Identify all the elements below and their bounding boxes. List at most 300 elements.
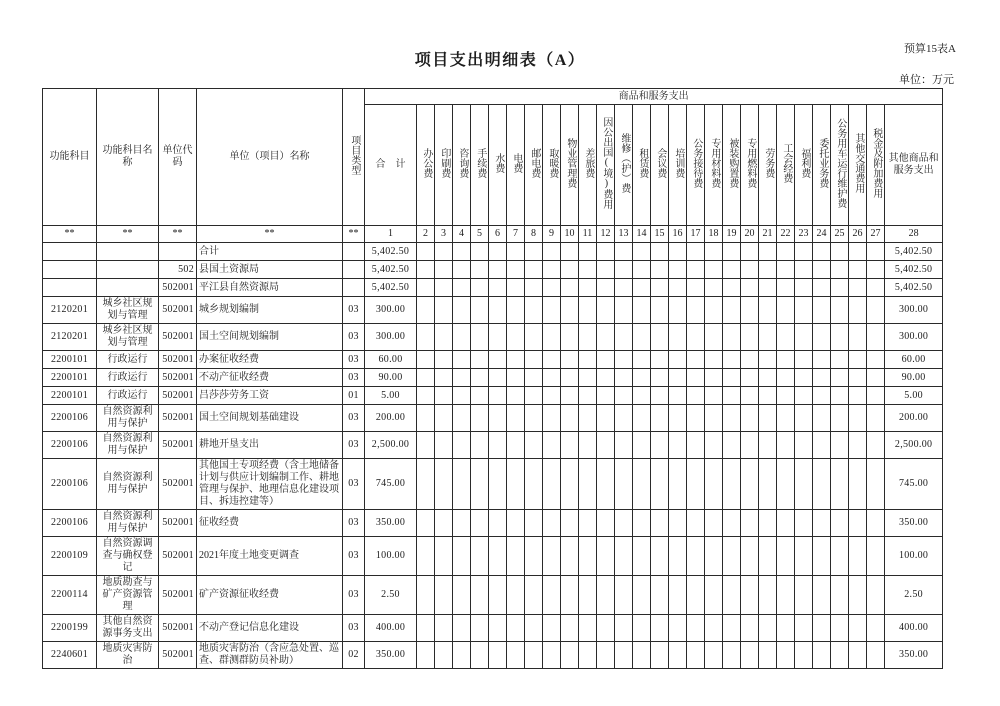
expense-cell: [741, 243, 759, 261]
code-row-cell: 1: [365, 226, 417, 243]
expense-cell: [687, 537, 705, 576]
total-cell: 350.00: [365, 510, 417, 537]
expense-cell: [615, 405, 633, 432]
expense-cell: [669, 432, 687, 459]
expense-col-header-label: 专用材料费: [708, 138, 720, 188]
project-type-cell: 03: [343, 576, 365, 615]
header-row-group: [43, 89, 943, 105]
project-type-cell: 03: [343, 324, 365, 351]
expense-cell: [795, 279, 813, 297]
expense-cell: [597, 576, 615, 615]
expense-col-header-label: 被装购置费: [726, 138, 738, 188]
func-code-cell: 2200106: [43, 459, 97, 510]
expense-col-header-label: 税金及附加费用: [870, 128, 882, 198]
code-row-cell: **: [43, 226, 97, 243]
expense-cell: [831, 297, 849, 324]
expense-cell: [453, 279, 471, 297]
expense-cell: [435, 297, 453, 324]
expense-cell: [633, 243, 651, 261]
code-row-cell: 22: [777, 226, 795, 243]
other-cell: 400.00: [885, 615, 943, 642]
expense-cell: [489, 261, 507, 279]
expense-cell: [651, 576, 669, 615]
expense-cell: [831, 576, 849, 615]
expense-cell: [687, 459, 705, 510]
expense-cell: [633, 459, 651, 510]
expense-cell: [579, 324, 597, 351]
expense-cell: [471, 642, 489, 669]
expense-cell: [453, 576, 471, 615]
table-row: [43, 261, 943, 279]
expense-cell: [723, 351, 741, 369]
unit-code-cell: 502001: [159, 615, 197, 642]
expense-cell: [579, 369, 597, 387]
expense-cell: [615, 537, 633, 576]
expense-cell: [795, 510, 813, 537]
other-cell: 60.00: [885, 351, 943, 369]
expense-cell: [597, 279, 615, 297]
expense-cell: [741, 459, 759, 510]
expense-cell: [651, 243, 669, 261]
expense-cell: [615, 432, 633, 459]
expense-cell: [417, 324, 435, 351]
func-name-cell: [97, 279, 159, 297]
func-code-cell: 2200101: [43, 387, 97, 405]
expense-cell: [669, 369, 687, 387]
expense-col-header: [759, 105, 777, 226]
project-type-cell: 03: [343, 459, 365, 510]
unit-code-cell: 502001: [159, 459, 197, 510]
unit-code-cell: [159, 243, 197, 261]
expense-cell: [471, 537, 489, 576]
expense-cell: [813, 351, 831, 369]
expense-cell: [867, 351, 885, 369]
expense-cell: [669, 576, 687, 615]
code-row-cell: 8: [525, 226, 543, 243]
expense-cell: [705, 243, 723, 261]
expense-col-header-label: 咨询费: [456, 148, 468, 178]
unit-code-cell: 502001: [159, 369, 197, 387]
total-cell: 5,402.50: [365, 261, 417, 279]
expense-cell: [867, 369, 885, 387]
expense-cell: [813, 459, 831, 510]
expense-cell: [795, 615, 813, 642]
expense-cell: [561, 369, 579, 387]
expense-cell: [867, 615, 885, 642]
expense-cell: [561, 576, 579, 615]
expense-cell: [633, 261, 651, 279]
expense-cell: [795, 261, 813, 279]
func-code-cell: 2200106: [43, 432, 97, 459]
project-type-cell: 03: [343, 351, 365, 369]
col-header-unit-code: 单位代码: [159, 89, 197, 226]
expense-cell: [597, 405, 615, 432]
func-code-cell: [43, 261, 97, 279]
expense-cell: [633, 510, 651, 537]
expense-cell: [579, 261, 597, 279]
expense-cell: [651, 387, 669, 405]
func-name-cell: 行政运行: [97, 369, 159, 387]
expense-cell: [867, 279, 885, 297]
expense-col-header: [633, 105, 651, 226]
project-name-cell: 县国土资源局: [197, 261, 343, 279]
expense-cell: [741, 615, 759, 642]
func-name-cell: 城乡社区规划与管理: [97, 324, 159, 351]
project-type-cell: 02: [343, 642, 365, 669]
expense-cell: [759, 537, 777, 576]
col-header-total: 合 计: [365, 105, 417, 226]
expense-cell: [849, 369, 867, 387]
table-row: [43, 369, 943, 387]
expense-cell: [525, 576, 543, 615]
code-row-cell: 7: [507, 226, 525, 243]
expense-cell: [723, 405, 741, 432]
func-name-cell: [97, 243, 159, 261]
expense-cell: [849, 351, 867, 369]
expense-cell: [435, 459, 453, 510]
expense-col-header-label: 邮电费: [528, 148, 540, 178]
func-code-cell: 2120201: [43, 297, 97, 324]
expense-cell: [561, 615, 579, 642]
expense-col-header-label: 公务接待费: [690, 138, 702, 188]
expense-cell: [669, 243, 687, 261]
col-header-func-name: 功能科目名称: [97, 89, 159, 226]
form-number-label: 预算15表A: [904, 43, 956, 55]
expense-cell: [525, 369, 543, 387]
project-type-cell: 03: [343, 297, 365, 324]
expense-cell: [471, 387, 489, 405]
expense-cell: [417, 279, 435, 297]
table-row: [43, 405, 943, 432]
expense-cell: [597, 459, 615, 510]
unit-code-cell: 502001: [159, 351, 197, 369]
expense-cell: [687, 297, 705, 324]
expense-cell: [687, 243, 705, 261]
expense-col-header: [849, 105, 867, 226]
expense-cell: [543, 537, 561, 576]
unit-code-cell: 502001: [159, 576, 197, 615]
expense-cell: [759, 369, 777, 387]
expense-cell: [489, 615, 507, 642]
expense-cell: [795, 576, 813, 615]
expense-col-header-label: 取暖费: [546, 148, 558, 178]
unit-code-cell: 502001: [159, 537, 197, 576]
expense-cell: [777, 243, 795, 261]
expense-cell: [849, 261, 867, 279]
expense-cell: [489, 324, 507, 351]
project-type-cell: 03: [343, 510, 365, 537]
expense-cell: [651, 615, 669, 642]
project-type-cell: 01: [343, 387, 365, 405]
expense-cell: [525, 615, 543, 642]
expense-cell: [471, 324, 489, 351]
expense-cell: [723, 387, 741, 405]
expense-cell: [759, 459, 777, 510]
expense-cell: [723, 576, 741, 615]
expense-col-header-label: 其他交通费用: [852, 133, 864, 193]
expenditure-table: [42, 88, 943, 669]
expense-col-header-label: 水费: [492, 153, 504, 173]
total-cell: 5,402.50: [365, 279, 417, 297]
expense-cell: [579, 297, 597, 324]
expense-cell: [795, 324, 813, 351]
other-cell: 350.00: [885, 510, 943, 537]
expense-cell: [759, 387, 777, 405]
table-row: [43, 243, 943, 261]
expense-cell: [597, 537, 615, 576]
expense-cell: [687, 576, 705, 615]
expense-cell: [597, 351, 615, 369]
expense-cell: [597, 243, 615, 261]
expense-cell: [867, 537, 885, 576]
code-row-cell: 19: [723, 226, 741, 243]
expense-cell: [417, 297, 435, 324]
func-code-cell: 2240601: [43, 642, 97, 669]
code-row-cell: 20: [741, 226, 759, 243]
expense-cell: [777, 510, 795, 537]
expense-cell: [777, 261, 795, 279]
expense-cell: [417, 432, 435, 459]
expense-cell: [597, 261, 615, 279]
expense-cell: [813, 432, 831, 459]
expense-cell: [561, 351, 579, 369]
expense-cell: [867, 642, 885, 669]
unit-code-cell: 502: [159, 261, 197, 279]
expense-cell: [705, 387, 723, 405]
expense-cell: [777, 642, 795, 669]
expense-cell: [471, 405, 489, 432]
expense-col-header: [417, 105, 435, 226]
expense-cell: [723, 615, 741, 642]
expense-col-header: [525, 105, 543, 226]
col-header-other: 其他商品和服务支出: [885, 105, 943, 226]
expense-cell: [597, 324, 615, 351]
group-header-goods-services: 商品和服务支出: [365, 89, 943, 105]
expense-cell: [507, 537, 525, 576]
expense-cell: [435, 369, 453, 387]
expense-cell: [507, 432, 525, 459]
expense-cell: [867, 387, 885, 405]
table-row: [43, 510, 943, 537]
project-name-cell: 平江县自然资源局: [197, 279, 343, 297]
expense-cell: [435, 243, 453, 261]
expense-cell: [453, 351, 471, 369]
expense-cell: [507, 576, 525, 615]
expense-cell: [507, 387, 525, 405]
expense-cell: [453, 324, 471, 351]
expense-cell: [849, 537, 867, 576]
expense-cell: [633, 369, 651, 387]
expense-cell: [705, 324, 723, 351]
expense-cell: [813, 576, 831, 615]
expense-cell: [777, 615, 795, 642]
expense-cell: [453, 387, 471, 405]
expense-cell: [687, 369, 705, 387]
code-row-cell: 5: [471, 226, 489, 243]
func-code-cell: [43, 243, 97, 261]
expense-cell: [705, 510, 723, 537]
expense-cell: [723, 369, 741, 387]
expense-cell: [507, 459, 525, 510]
expense-cell: [471, 576, 489, 615]
expense-cell: [705, 369, 723, 387]
page-title: 项目支出明细表（A）: [414, 52, 586, 69]
expense-cell: [597, 297, 615, 324]
expense-cell: [471, 243, 489, 261]
expense-cell: [777, 537, 795, 576]
other-cell: 5,402.50: [885, 279, 943, 297]
other-cell: 5,402.50: [885, 261, 943, 279]
total-cell: 60.00: [365, 351, 417, 369]
table-row: [43, 615, 943, 642]
expense-cell: [777, 459, 795, 510]
expense-cell: [417, 576, 435, 615]
expense-cell: [723, 279, 741, 297]
expense-cell: [525, 510, 543, 537]
project-type-cell: [343, 279, 365, 297]
expense-cell: [795, 351, 813, 369]
unit-code-cell: 502001: [159, 405, 197, 432]
expense-cell: [813, 642, 831, 669]
expense-cell: [543, 432, 561, 459]
expense-cell: [435, 261, 453, 279]
expense-cell: [795, 642, 813, 669]
expense-cell: [471, 351, 489, 369]
expense-cell: [507, 642, 525, 669]
expense-cell: [507, 405, 525, 432]
code-row-cell: 2: [417, 226, 435, 243]
expense-cell: [777, 387, 795, 405]
expense-col-header-label: 手续费: [474, 148, 486, 178]
expense-cell: [741, 510, 759, 537]
code-row-cell: 26: [849, 226, 867, 243]
expense-cell: [813, 537, 831, 576]
expense-cell: [489, 537, 507, 576]
expense-cell: [453, 432, 471, 459]
expense-cell: [759, 615, 777, 642]
expense-cell: [813, 324, 831, 351]
expense-col-header-label: 电费: [510, 153, 522, 173]
code-row-cell: **: [97, 226, 159, 243]
expense-cell: [705, 279, 723, 297]
expense-cell: [651, 351, 669, 369]
other-cell: 300.00: [885, 297, 943, 324]
expense-cell: [561, 642, 579, 669]
expense-cell: [831, 261, 849, 279]
expense-cell: [795, 243, 813, 261]
expense-cell: [453, 642, 471, 669]
expense-cell: [867, 510, 885, 537]
expense-col-header: [705, 105, 723, 226]
expense-cell: [435, 642, 453, 669]
expense-cell: [543, 369, 561, 387]
other-cell: 200.00: [885, 405, 943, 432]
expense-col-header-label: 劳务费: [762, 148, 774, 178]
project-name-cell: 办案征收经费: [197, 351, 343, 369]
expense-cell: [453, 405, 471, 432]
expense-cell: [525, 243, 543, 261]
func-name-cell: 地质灾害防治: [97, 642, 159, 669]
expense-cell: [489, 297, 507, 324]
expense-cell: [705, 615, 723, 642]
expense-cell: [651, 297, 669, 324]
project-type-cell: 03: [343, 405, 365, 432]
expense-cell: [723, 510, 741, 537]
unit-code-cell: 502001: [159, 324, 197, 351]
expense-cell: [435, 387, 453, 405]
project-name-cell: 矿产资源征收经费: [197, 576, 343, 615]
expense-cell: [867, 432, 885, 459]
expense-cell: [777, 279, 795, 297]
expense-col-header: [651, 105, 669, 226]
expense-cell: [723, 261, 741, 279]
expense-cell: [561, 459, 579, 510]
expense-cell: [507, 279, 525, 297]
col-header-project-type: [343, 89, 365, 226]
expense-cell: [669, 261, 687, 279]
code-row-cell: 14: [633, 226, 651, 243]
expense-cell: [741, 369, 759, 387]
expense-cell: [849, 642, 867, 669]
expense-cell: [831, 324, 849, 351]
expense-cell: [435, 576, 453, 615]
expense-cell: [741, 642, 759, 669]
expense-cell: [471, 615, 489, 642]
expense-cell: [525, 324, 543, 351]
expense-cell: [831, 615, 849, 642]
code-row-cell: 12: [597, 226, 615, 243]
code-row-cell: 24: [813, 226, 831, 243]
project-name-cell: 征收经费: [197, 510, 343, 537]
expense-cell: [489, 387, 507, 405]
expense-cell: [831, 351, 849, 369]
unit-code-cell: 502001: [159, 297, 197, 324]
expense-cell: [579, 642, 597, 669]
total-cell: 100.00: [365, 537, 417, 576]
other-cell: 300.00: [885, 324, 943, 351]
expense-col-header: [813, 105, 831, 226]
expense-cell: [723, 432, 741, 459]
table-row: [43, 279, 943, 297]
code-row-cell: 13: [615, 226, 633, 243]
total-cell: 5.00: [365, 387, 417, 405]
expense-cell: [795, 297, 813, 324]
expense-cell: [813, 261, 831, 279]
expense-cell: [579, 615, 597, 642]
expense-col-header: [453, 105, 471, 226]
expense-cell: [615, 459, 633, 510]
expense-cell: [579, 432, 597, 459]
expense-col-header-label: 差旅费: [582, 148, 594, 178]
expense-cell: [507, 369, 525, 387]
expense-cell: [489, 459, 507, 510]
func-code-cell: 2200106: [43, 510, 97, 537]
expense-cell: [543, 642, 561, 669]
expense-cell: [759, 405, 777, 432]
expense-cell: [633, 537, 651, 576]
expense-cell: [561, 432, 579, 459]
expense-cell: [687, 432, 705, 459]
expense-col-header-label: 印刷费: [438, 148, 450, 178]
expense-cell: [651, 432, 669, 459]
expense-cell: [741, 261, 759, 279]
expense-cell: [633, 351, 651, 369]
other-cell: 5.00: [885, 387, 943, 405]
expense-cell: [525, 279, 543, 297]
code-row-cell: 16: [669, 226, 687, 243]
func-name-cell: 自然资源利用与保护: [97, 459, 159, 510]
expense-cell: [867, 459, 885, 510]
